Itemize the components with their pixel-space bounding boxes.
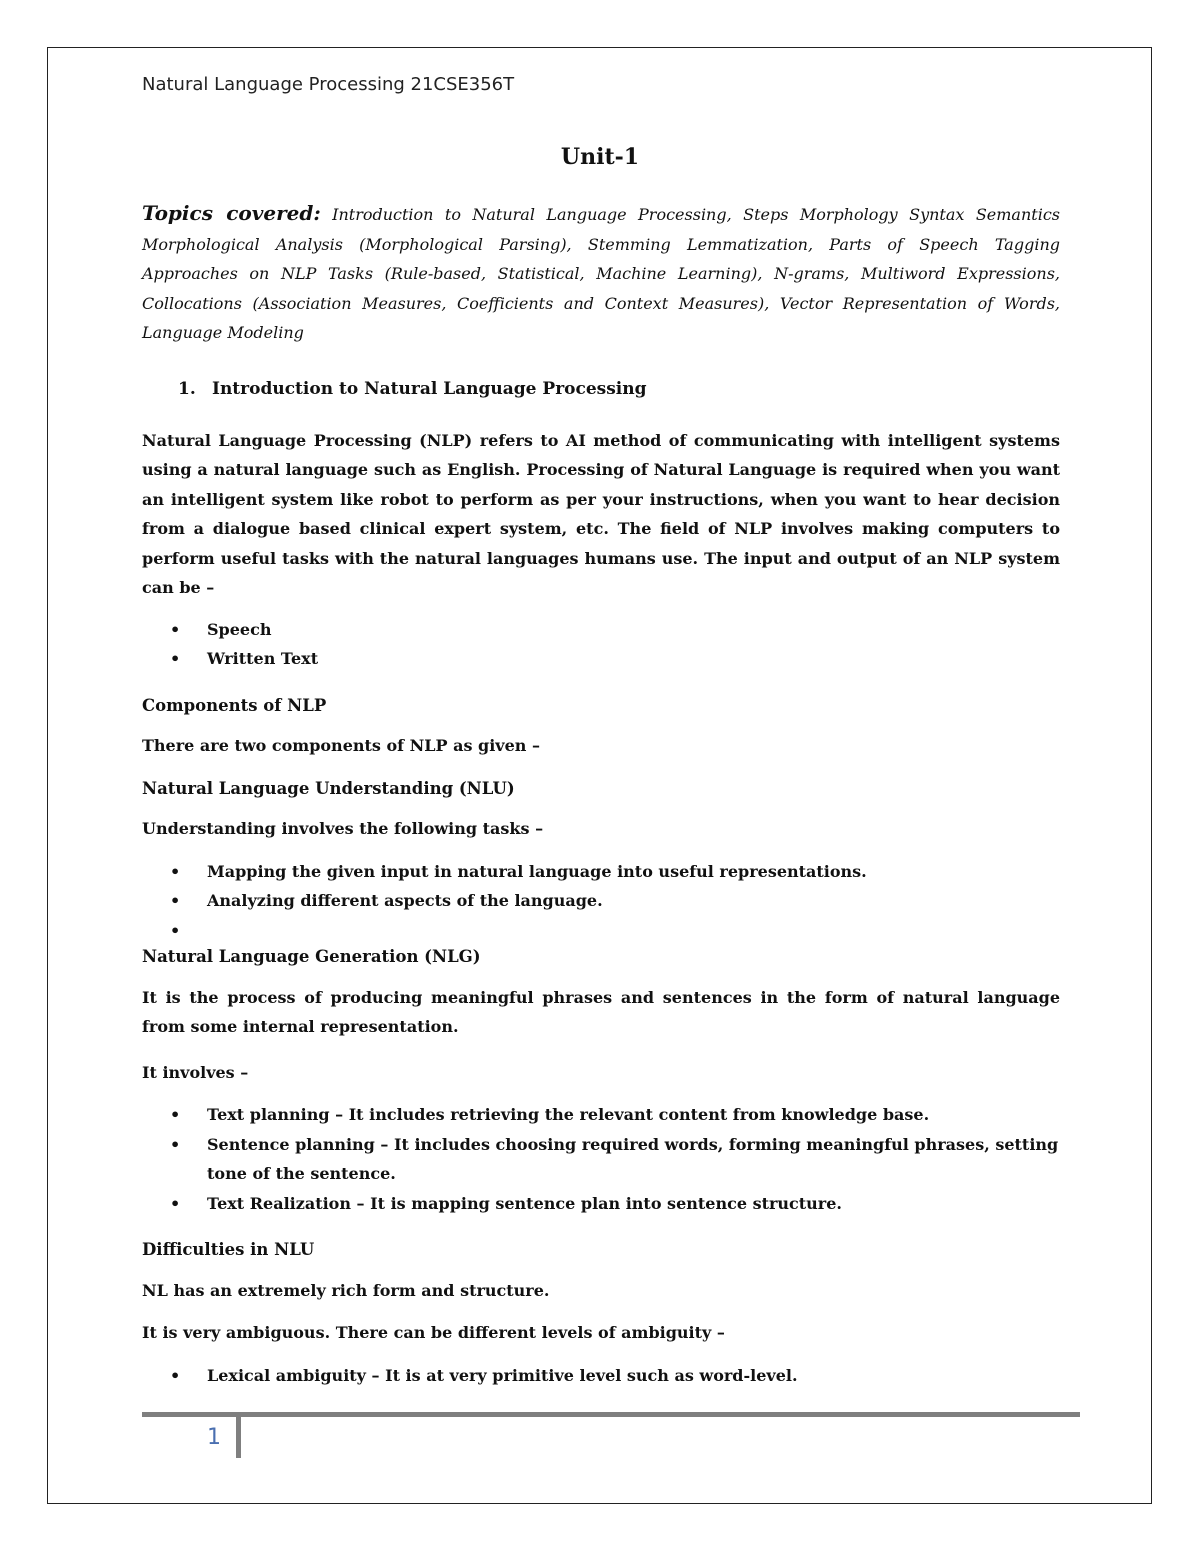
ambiguity-list [142, 1361, 1060, 1391]
section-heading [178, 374, 1060, 404]
nlu-heading: Natural Language Understanding (NLU) [142, 778, 515, 798]
list-item: • Text planning – It includes retrieving the relevant content from knowledge base. [142, 1100, 1060, 1130]
section-number: 1. [178, 378, 196, 399]
topics-covered [142, 199, 1060, 348]
footer-rule [142, 1412, 1080, 1417]
nlu-task-list [142, 857, 1060, 946]
list-item: • Sentence planning – It includes choosing required words, forming meaningful phrases, setting tone of the sentence. [142, 1130, 1060, 1189]
io-list [142, 615, 1060, 674]
list-item: • Text Realization – It is mapping sentence plan into sentence structure. [142, 1189, 1060, 1219]
nlg-step-list [142, 1100, 1060, 1218]
nlu-text: Understanding involves the following tasks – [142, 819, 544, 838]
list-item: • Analyzing different aspects of the language. [142, 886, 1060, 916]
difficulties-text-2: It is very ambiguous. There can be different levels of ambiguity – [142, 1323, 725, 1342]
list-item: • Written Text [142, 644, 1060, 674]
components-heading: Components of NLP [142, 695, 327, 715]
page-number: 1 [207, 1425, 221, 1450]
components-text: There are two components of NLP as given – [142, 736, 540, 755]
list-item-empty [142, 916, 1060, 946]
nlp-intro-paragraph: Natural Language Processing (NLP) refers to AI method of communicating with intelligent systems using a natural language such as English. Processing of Natural Language is required when you want an intelligent system like robot to perform as per your instructions, when you want to hear decision from a dialogue based clinical expert system, etc. The field of NLP involves making computers to perform useful tasks with the natural languages humans use. The input and output of an NLP system can be – [142, 430, 1060, 597]
topics-label: Topics covered: [142, 201, 321, 225]
document-body [142, 199, 1060, 1390]
topics-text: Introduction to Natural Language Processing, Steps Morphology Syntax Semantics Morphological Analysis (Morphological Parsing), Stemming Lemmatization, Parts of Speech Tagging Approaches on NLP Tasks (Rule-based, Statistical, Machine Learning), N-grams, Multiword Expressions, Collocations (Association Measures, Coefficients and Context Measures), Vector Representation of Words, Language Modeling [142, 205, 1060, 342]
unit-title: Unit-1 [560, 144, 640, 170]
footer-divider [236, 1412, 241, 1458]
difficulties-text-1: NL has an extremely rich form and structure. [142, 1280, 550, 1300]
nlg-involves: It involves – [142, 1062, 249, 1082]
section-title: Introduction to Natural Language Processing [212, 378, 647, 399]
difficulties-heading: Difficulties in NLU [142, 1240, 315, 1259]
list-item: • Lexical ambiguity – It is at very primitive level such as word-level. [142, 1361, 1060, 1391]
list-item: • Mapping the given input in natural language into useful representations. [142, 857, 1060, 887]
nlg-text: It is the process of producing meaningful phrases and sentences in the form of natural language from some internal representation. [142, 987, 1060, 1036]
running-header: Natural Language Processing 21CSE356T [142, 74, 515, 95]
list-item: • Speech [142, 615, 1060, 645]
nlg-heading: Natural Language Generation (NLG) [142, 947, 481, 966]
